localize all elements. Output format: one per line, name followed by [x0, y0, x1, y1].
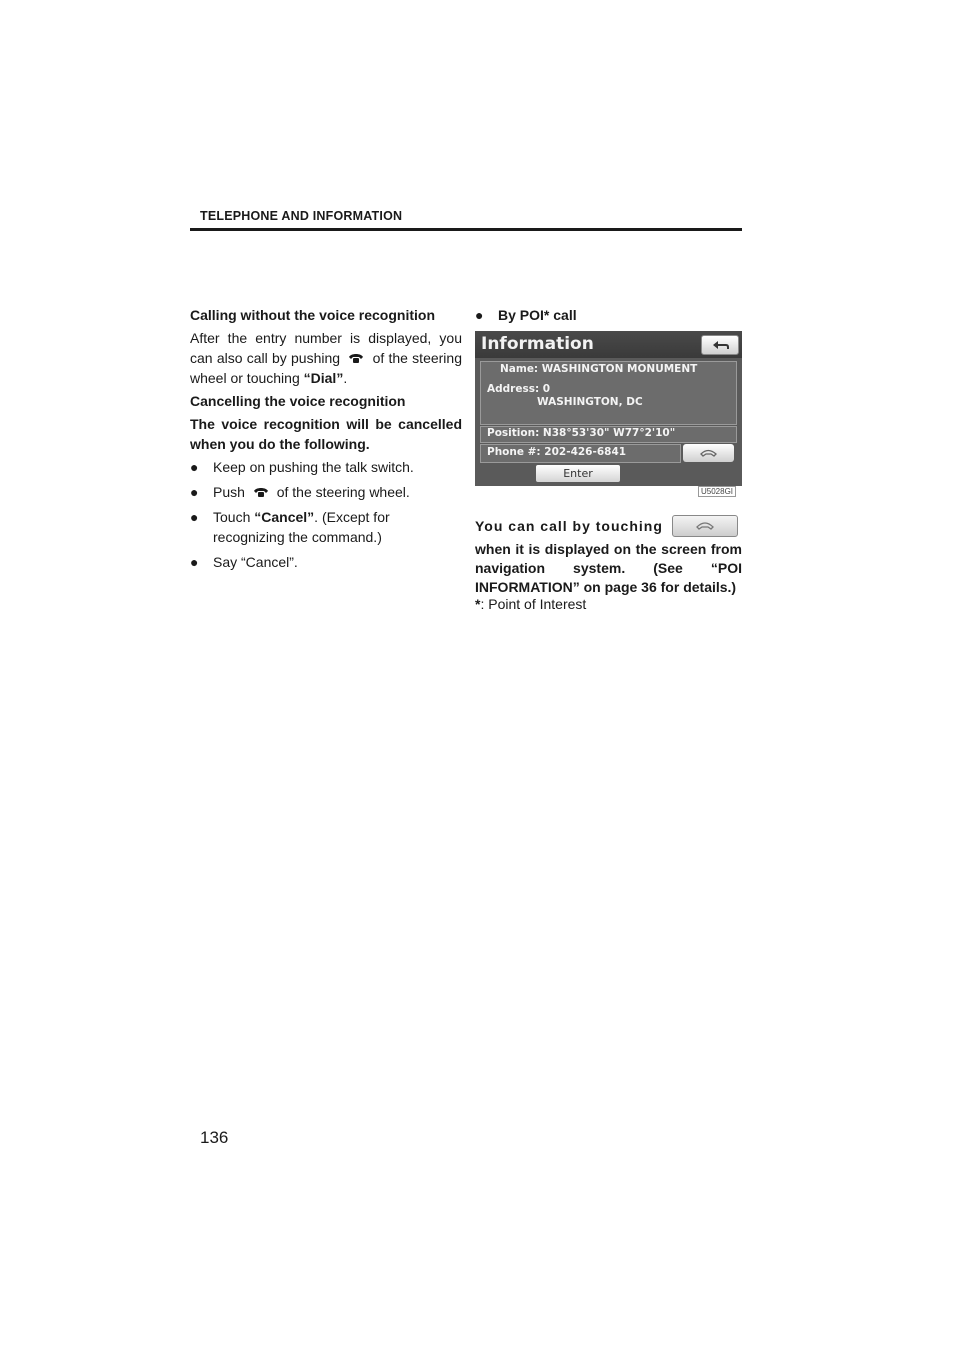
heading-cancel-conditions: The voice recognition will be cancelled when you do the following. — [190, 416, 462, 452]
screen-title: Information — [481, 334, 594, 354]
para1-text-b: of the steering wheel or touching — [190, 350, 462, 386]
bullet-marker: ● — [475, 307, 484, 323]
list-item — [190, 552, 462, 572]
call-button[interactable] — [683, 444, 734, 462]
paragraph-call-by-pushing — [190, 328, 462, 388]
footnote — [475, 594, 586, 614]
phone-switch-icon — [253, 486, 269, 498]
poi-position: Position: N38°53'30" W77°2'10" — [487, 427, 676, 439]
figure-code: U5028GI — [698, 486, 736, 497]
heading-by-poi-call — [475, 305, 742, 325]
right-column — [475, 305, 742, 325]
poi-address-city: WASHINGTON, DC — [537, 396, 643, 408]
enter-button[interactable]: Enter — [536, 465, 620, 482]
bullet-marker: ● — [190, 554, 199, 570]
section-title: TELEPHONE AND INFORMATION — [200, 209, 403, 223]
heading-calling-without-voice: Calling without the voice recognition — [190, 307, 436, 323]
cancel-label: “Cancel” — [254, 509, 315, 525]
para1-end: . — [343, 370, 348, 386]
list-item — [190, 507, 462, 547]
bullet-marker: ● — [190, 509, 199, 525]
bullet-marker: ● — [190, 459, 199, 475]
poi-address-label: Address: 0 — [487, 383, 551, 395]
call-button-illustration — [672, 515, 738, 537]
header-divider — [190, 228, 742, 231]
page-number: 136 — [200, 1128, 229, 1147]
bullet-marker: ● — [190, 484, 199, 500]
list-item — [190, 482, 462, 502]
phone-switch-icon — [348, 352, 364, 364]
bullet-text-post: . (Except for recognizing the command.) — [213, 509, 390, 545]
list-item — [190, 457, 462, 477]
bullet-text-post: of the steering wheel. — [276, 484, 410, 500]
phone-handset-icon — [683, 444, 734, 462]
bullet-text-pre: Push — [213, 484, 245, 500]
information-screen-figure — [475, 331, 742, 486]
heading-cancelling: Cancelling the voice recognition — [190, 393, 406, 409]
poi-name: Name: WASHINGTON MONUMENT — [500, 363, 698, 375]
call-description: when it is displayed on the screen from navigation system. (See “POI INFORMATION” on page 36 for details.) — [475, 541, 742, 595]
phone-handset-icon — [673, 516, 737, 536]
para1-text-a: After the entry number is displayed, you can also call by pushing — [190, 330, 462, 366]
back-arrow-icon — [702, 336, 738, 354]
left-column — [190, 305, 462, 577]
bullet-text: Keep on pushing the talk switch. — [213, 459, 414, 475]
footnote-text: : Point of Interest — [480, 596, 587, 612]
poi-heading-text: By POI* call — [498, 307, 577, 323]
call-instruction: You can call by touching — [475, 518, 663, 534]
bullet-text-pre: Touch — [213, 509, 251, 525]
bullet-text: Say “Cancel”. — [213, 554, 298, 570]
footnote-star: * — [475, 596, 481, 612]
back-button[interactable] — [701, 335, 739, 355]
dial-label: “Dial” — [303, 370, 344, 386]
poi-phone: Phone #: 202-426-6841 — [487, 446, 627, 458]
